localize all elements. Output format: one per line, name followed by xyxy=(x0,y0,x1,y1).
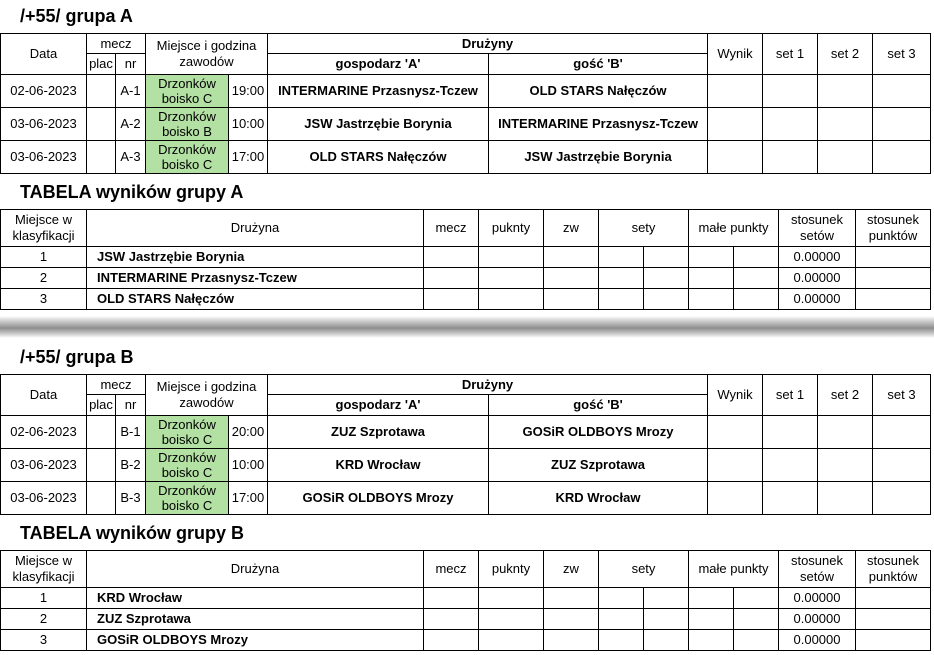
match-host: KRD Wrocław xyxy=(268,449,489,482)
standing-team: ZUZ Szprotawa xyxy=(87,609,424,630)
schedule-table xyxy=(0,33,931,174)
standing-small-points-won xyxy=(689,289,734,310)
match-time: 19:00 xyxy=(229,75,268,108)
standing-team: KRD Wrocław xyxy=(87,588,424,609)
header-match: mecz xyxy=(87,34,146,54)
match-number: A-1 xyxy=(116,75,146,108)
match-set1 xyxy=(763,449,818,482)
match-set1 xyxy=(763,141,818,174)
standing-sets-won xyxy=(599,630,644,651)
match-row xyxy=(1,416,931,449)
standing-rank: 3 xyxy=(1,289,87,310)
match-pitch xyxy=(87,416,116,449)
standing-team: JSW Jastrzębie Borynia xyxy=(87,247,424,268)
standing-set-ratio: 0.00000 xyxy=(779,268,856,289)
match-set1 xyxy=(763,108,818,141)
match-date: 03-06-2023 xyxy=(1,482,87,515)
standing-small-points-won xyxy=(689,588,734,609)
standing-rank: 2 xyxy=(1,609,87,630)
match-number: A-3 xyxy=(116,141,146,174)
match-row xyxy=(1,108,931,141)
standings-row xyxy=(1,609,931,630)
match-set1 xyxy=(763,416,818,449)
standing-points xyxy=(479,247,544,268)
match-host: OLD STARS Nałęczów xyxy=(268,141,489,174)
header-set-ratio: stosunek setów xyxy=(779,210,856,247)
match-row xyxy=(1,449,931,482)
header-match: mecz xyxy=(87,375,146,395)
header-pitch: plac xyxy=(87,395,116,416)
match-set2 xyxy=(818,141,873,174)
standing-matches xyxy=(424,588,479,609)
standing-rank: 1 xyxy=(1,588,87,609)
standing-points xyxy=(479,289,544,310)
header-date: Data xyxy=(1,34,87,75)
match-set2 xyxy=(818,449,873,482)
schedule-table xyxy=(0,374,931,515)
standing-sets-lost xyxy=(644,588,689,609)
standings-row xyxy=(1,247,931,268)
match-number: B-3 xyxy=(116,482,146,515)
standing-rank: 1 xyxy=(1,247,87,268)
match-result xyxy=(708,141,763,174)
header-sets: sety xyxy=(599,551,689,588)
match-time: 10:00 xyxy=(229,449,268,482)
header-points-ratio: stosunek punktów xyxy=(856,210,931,247)
match-time: 20:00 xyxy=(229,416,268,449)
standing-points xyxy=(479,609,544,630)
group-title: /+55/ grupa A xyxy=(20,6,133,26)
standing-points-ratio xyxy=(856,609,931,630)
header-teams: Drużyny xyxy=(268,375,708,395)
match-venue: Drzonków boisko C xyxy=(146,449,229,482)
match-pitch xyxy=(87,75,116,108)
standing-small-points-won xyxy=(689,609,734,630)
header-set1: set 1 xyxy=(763,375,818,416)
match-host: INTERMARINE Przasnysz-Tczew xyxy=(268,75,489,108)
standing-team: OLD STARS Nałęczów xyxy=(87,289,424,310)
header-team: Drużyna xyxy=(87,551,424,588)
standings-row xyxy=(1,630,931,651)
match-time: 10:00 xyxy=(229,108,268,141)
header-venue-time: Miejsce i godzina zawodów xyxy=(146,34,268,75)
standing-points xyxy=(479,268,544,289)
standings-row xyxy=(1,289,931,310)
standing-points-ratio xyxy=(856,588,931,609)
match-result xyxy=(708,416,763,449)
standing-small-points-won xyxy=(689,630,734,651)
group-title: /+55/ grupa B xyxy=(20,347,134,367)
standing-points-ratio xyxy=(856,268,931,289)
match-set2 xyxy=(818,416,873,449)
match-set3 xyxy=(873,108,931,141)
match-set3 xyxy=(873,482,931,515)
match-set3 xyxy=(873,416,931,449)
standing-sets-lost xyxy=(644,630,689,651)
standing-matches xyxy=(424,289,479,310)
match-date: 03-06-2023 xyxy=(1,141,87,174)
standing-points-ratio xyxy=(856,247,931,268)
standing-set-ratio: 0.00000 xyxy=(779,588,856,609)
match-pitch xyxy=(87,449,116,482)
header-sets: sety xyxy=(599,210,689,247)
standing-points-ratio xyxy=(856,630,931,651)
standing-small-points-won xyxy=(689,268,734,289)
standing-rank: 2 xyxy=(1,268,87,289)
header-rank: Miejsce w klasyfikacji xyxy=(1,210,87,247)
match-set3 xyxy=(873,141,931,174)
header-wins: zw xyxy=(544,551,599,588)
header-set1: set 1 xyxy=(763,34,818,75)
match-date: 03-06-2023 xyxy=(1,108,87,141)
match-venue: Drzonków boisko C xyxy=(146,141,229,174)
standing-sets-lost xyxy=(644,289,689,310)
match-host: GOSiR OLDBOYS Mrozy xyxy=(268,482,489,515)
standing-rank: 3 xyxy=(1,630,87,651)
standing-small-points-won xyxy=(689,247,734,268)
match-number: B-1 xyxy=(116,416,146,449)
header-result: Wynik xyxy=(708,34,763,75)
header-matches: mecz xyxy=(424,210,479,247)
match-set2 xyxy=(818,75,873,108)
standing-sets-won xyxy=(599,609,644,630)
standing-matches xyxy=(424,630,479,651)
standings-row xyxy=(1,268,931,289)
standing-sets-won xyxy=(599,268,644,289)
standing-sets-lost xyxy=(644,268,689,289)
standing-set-ratio: 0.00000 xyxy=(779,609,856,630)
standing-sets-lost xyxy=(644,247,689,268)
header-number: nr xyxy=(116,54,146,75)
match-pitch xyxy=(87,141,116,174)
match-venue: Drzonków boisko C xyxy=(146,482,229,515)
header-result: Wynik xyxy=(708,375,763,416)
match-date: 02-06-2023 xyxy=(1,416,87,449)
match-time: 17:00 xyxy=(229,141,268,174)
match-host: JSW Jastrzębie Borynia xyxy=(268,108,489,141)
standing-matches xyxy=(424,268,479,289)
header-points: puknty xyxy=(479,210,544,247)
match-date: 02-06-2023 xyxy=(1,75,87,108)
match-set3 xyxy=(873,75,931,108)
match-guest: INTERMARINE Przasnysz-Tczew xyxy=(489,108,708,141)
standing-team: INTERMARINE Przasnysz-Tczew xyxy=(87,268,424,289)
standings-table xyxy=(0,209,931,310)
standing-set-ratio: 0.00000 xyxy=(779,247,856,268)
match-date: 03-06-2023 xyxy=(1,449,87,482)
match-guest: ZUZ Szprotawa xyxy=(489,449,708,482)
header-set-ratio: stosunek setów xyxy=(779,551,856,588)
header-teams: Drużyny xyxy=(268,34,708,54)
standing-points-ratio xyxy=(856,289,931,310)
header-matches: mecz xyxy=(424,551,479,588)
standing-set-ratio: 0.00000 xyxy=(779,289,856,310)
standing-small-points-lost xyxy=(734,268,779,289)
standing-sets-lost xyxy=(644,609,689,630)
match-set1 xyxy=(763,482,818,515)
match-guest: KRD Wrocław xyxy=(489,482,708,515)
header-guest: gość 'B' xyxy=(489,54,708,75)
header-host: gospodarz 'A' xyxy=(268,395,489,416)
standing-small-points-lost xyxy=(734,630,779,651)
standing-sets-won xyxy=(599,289,644,310)
header-points: puknty xyxy=(479,551,544,588)
standing-points xyxy=(479,588,544,609)
header-venue-time: Miejsce i godzina zawodów xyxy=(146,375,268,416)
header-set2: set 2 xyxy=(818,34,873,75)
standing-wins xyxy=(544,630,599,651)
match-set3 xyxy=(873,449,931,482)
header-guest: gość 'B' xyxy=(489,395,708,416)
match-venue: Drzonków boisko B xyxy=(146,108,229,141)
standings-title: TABELA wyników grupy A xyxy=(20,182,244,202)
standings-row xyxy=(1,588,931,609)
standing-wins xyxy=(544,289,599,310)
section-divider xyxy=(0,316,934,338)
match-venue: Drzonków boisko C xyxy=(146,416,229,449)
standing-wins xyxy=(544,247,599,268)
standings-table xyxy=(0,550,931,651)
header-pitch: plac xyxy=(87,54,116,75)
standing-set-ratio: 0.00000 xyxy=(779,630,856,651)
match-number: A-2 xyxy=(116,108,146,141)
header-set2: set 2 xyxy=(818,375,873,416)
match-host: ZUZ Szprotawa xyxy=(268,416,489,449)
standing-team: GOSiR OLDBOYS Mrozy xyxy=(87,630,424,651)
standing-small-points-lost xyxy=(734,247,779,268)
match-time: 17:00 xyxy=(229,482,268,515)
match-result xyxy=(708,482,763,515)
header-host: gospodarz 'A' xyxy=(268,54,489,75)
match-guest: OLD STARS Nałęczów xyxy=(489,75,708,108)
header-number: nr xyxy=(116,395,146,416)
standing-sets-won xyxy=(599,588,644,609)
header-points-ratio: stosunek punktów xyxy=(856,551,931,588)
header-small-points: małe punkty xyxy=(689,551,779,588)
header-small-points: małe punkty xyxy=(689,210,779,247)
standings-title: TABELA wyników grupy B xyxy=(20,523,245,543)
standing-small-points-lost xyxy=(734,289,779,310)
match-row xyxy=(1,75,931,108)
match-row xyxy=(1,141,931,174)
standing-matches xyxy=(424,247,479,268)
standing-small-points-lost xyxy=(734,588,779,609)
header-team: Drużyna xyxy=(87,210,424,247)
match-result xyxy=(708,75,763,108)
header-set3: set 3 xyxy=(873,375,931,416)
match-guest: JSW Jastrzębie Borynia xyxy=(489,141,708,174)
match-result xyxy=(708,449,763,482)
header-date: Data xyxy=(1,375,87,416)
header-wins: zw xyxy=(544,210,599,247)
match-guest: GOSiR OLDBOYS Mrozy xyxy=(489,416,708,449)
header-set3: set 3 xyxy=(873,34,931,75)
standing-points xyxy=(479,630,544,651)
header-rank: Miejsce w klasyfikacji xyxy=(1,551,87,588)
standing-wins xyxy=(544,588,599,609)
match-number: B-2 xyxy=(116,449,146,482)
match-pitch xyxy=(87,108,116,141)
match-set1 xyxy=(763,75,818,108)
match-set2 xyxy=(818,108,873,141)
match-result xyxy=(708,108,763,141)
match-set2 xyxy=(818,482,873,515)
match-pitch xyxy=(87,482,116,515)
match-row xyxy=(1,482,931,515)
standing-matches xyxy=(424,609,479,630)
match-venue: Drzonków boisko C xyxy=(146,75,229,108)
standing-wins xyxy=(544,268,599,289)
standing-wins xyxy=(544,609,599,630)
standing-small-points-lost xyxy=(734,609,779,630)
standing-sets-won xyxy=(599,247,644,268)
